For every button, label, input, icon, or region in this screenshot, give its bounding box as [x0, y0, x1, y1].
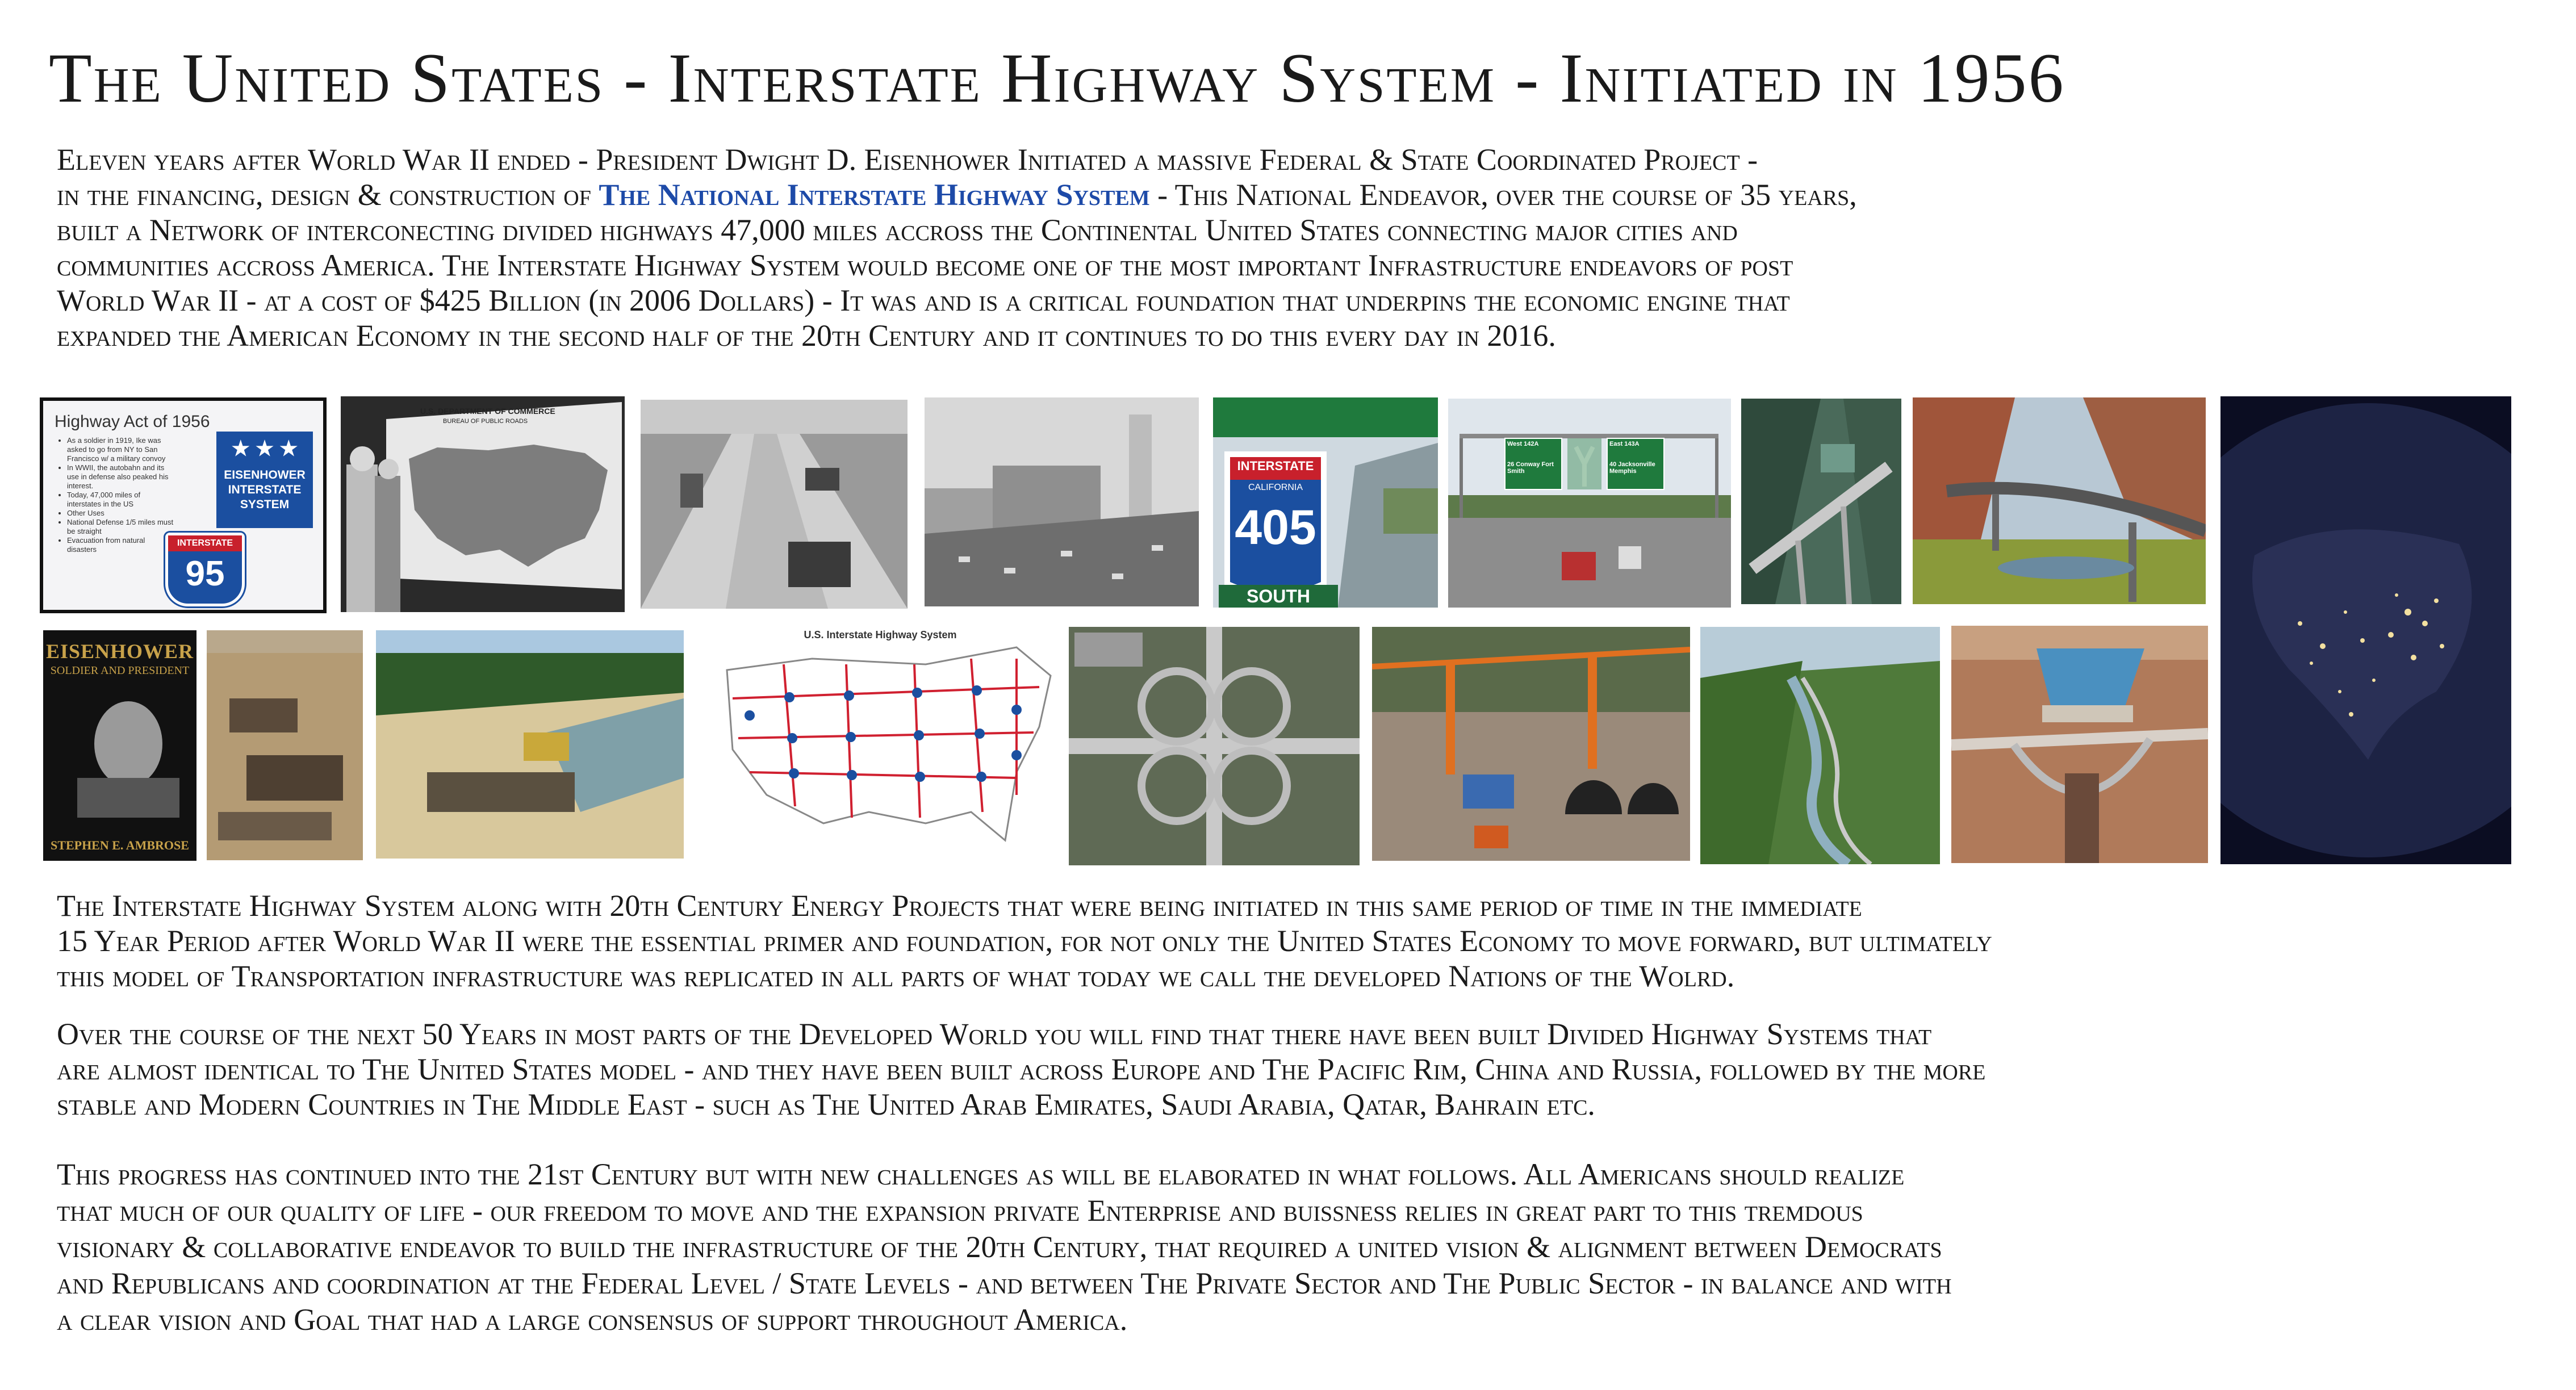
- paragraph-line: and Republicans and coordination at the Federal Level / State Levels - and between The Private Sector and The Public Sector - in balance and with: [57, 1266, 1952, 1300]
- energy-paragraph: [57, 888, 1992, 994]
- intro-line: World War II - at a cost of $425 Billion (in 2006 Dollars) - It was and is a critical foundation that underpins the economic engine that: [57, 283, 1790, 317]
- intro-paragraph: [57, 142, 1857, 353]
- developed-world-paragraph: [57, 1016, 1985, 1122]
- sign-left-exit: West 142A: [1507, 441, 1539, 447]
- i405-state: CALIFORNIA: [1248, 483, 1303, 492]
- book-author: STEPHEN E. AMBROSE: [51, 838, 189, 852]
- book-subtitle: SOLDIER AND PRESIDENT: [50, 664, 190, 677]
- act-bullet: • Today, 47,000 miles of interstates in the US: [67, 491, 175, 509]
- interstate-map: [699, 625, 1062, 863]
- commerce-map-photo: [341, 396, 625, 612]
- los-angeles-freeway-photo: [925, 397, 1199, 606]
- mountain-bridge-construction-photo: [1741, 399, 1901, 604]
- i405-label: INTERSTATE: [1237, 459, 1314, 473]
- intro-line: expanded the American Economy in the second half of the 20th Century and it continues to do this every day in 2016.: [57, 319, 1556, 353]
- canal-construction-photo: [376, 630, 684, 859]
- mountain-valley-highway-photo: [1700, 627, 1940, 864]
- act-bullet: • Other Uses: [67, 509, 175, 518]
- paragraph-line: a clear vision and Goal that had a large consensus of support throughout America.: [57, 1303, 1128, 1337]
- shield-stars: ★ ★ ★: [231, 437, 298, 460]
- intro-line-post: - This National Endeavor, over the course of 35 years,: [1149, 178, 1857, 212]
- i95-label: INTERSTATE: [168, 535, 242, 551]
- sign-right-exit: East 143A: [1609, 441, 1640, 447]
- interstate-405-sign-photo: [1213, 397, 1438, 608]
- paragraph-line: 15 Year Period after World War II were the essential primer and foundation, for not only the United States Economy to move forward, but ultimately: [57, 924, 1992, 958]
- progress-paragraph: [57, 1156, 1952, 1338]
- act-bullet: • Evacuation from natural disasters: [67, 536, 175, 554]
- sign-left-routes: 26 Conway Fort Smith: [1507, 461, 1554, 475]
- intro-line: communities accross America. The Interstate Highway System would become one of the most important Infrastructure endeavors of post: [57, 248, 1793, 282]
- paragraph-line: This progress has continued into the 21st Century but with new challenges as will be elaborated in what follows. All Americans should realize: [57, 1157, 1905, 1191]
- i405-number: 405: [1235, 500, 1316, 555]
- paragraph-line: The Interstate Highway System along with 20th Century Energy Projects that were being initiated in this same period of time in the immediate: [57, 889, 1862, 923]
- eisenhower-book-cover: [43, 630, 196, 861]
- cloverleaf-interchange-photo: [1069, 627, 1360, 865]
- paragraph-line: visionary & collaborative endeavor to build the infrastructure of the 20th Century, that required a united vision & alignment between Democrats: [57, 1230, 1942, 1264]
- intro-line: Eleven years after World War II ended - President Dwight D. Eisenhower Initiated a massive Federal & State Coordinated Project -: [57, 143, 1758, 177]
- intro-line: built a Network of interconecting divided highways 47,000 miles accross the Continental United States connecting major cities and: [57, 213, 1738, 247]
- i405-direction: SOUTH: [1247, 586, 1310, 606]
- interstate-95-shield-icon: [165, 533, 245, 606]
- act-bullets: [55, 436, 175, 554]
- book-title: EISENHOWER: [45, 640, 194, 663]
- overhead-signs-highway-photo: [1448, 399, 1731, 608]
- paragraph-line: stable and Modern Countries in The Middle East - such as The United Arab Emirates, Saudi Arabia, Qatar, Bahrain etc.: [57, 1087, 1595, 1121]
- paragraph-line: Over the course of the next 50 Years in most parts of the Developed World you will find that there have been built Divided Highway Systems that: [57, 1017, 1932, 1051]
- act-bullet: • As a soldier in 1919, Ike was asked to go from NY to San Francisco w/ a military convoy: [67, 436, 175, 463]
- highway-act-slide: [40, 397, 327, 613]
- road-construction-bw-photo: [641, 400, 908, 609]
- interstate-system-highlight: The National Interstate Highway System: [599, 178, 1150, 212]
- paragraph-line: that much of our quality of life - our freedom to move and the expansion private Enterprise and buissness relies in great part to this tremdous: [57, 1194, 1863, 1228]
- intro-line: [57, 177, 1857, 212]
- eisenhower-shield-icon: [216, 432, 313, 528]
- shield-text: EISENHOWER INTERSTATE SYSTEM: [224, 468, 306, 511]
- earth-night-lights-photo: [2220, 396, 2511, 864]
- act-bullet: • In WWII, the autobahn and its use in defense also peaked his interest.: [67, 463, 175, 491]
- i95-number: 95: [185, 554, 225, 593]
- act-title: Highway Act of 1956: [55, 412, 210, 431]
- intro-line-pre: in the financing, design & construction of: [57, 178, 599, 212]
- act-bullet: • National Defense 1/5 miles must be straight: [67, 518, 175, 536]
- page-title: The United States - Interstate Highway System - Initiated in 1956: [49, 39, 2065, 117]
- canyon-viaduct-photo: [1913, 397, 2206, 604]
- bridge-tunnel-construction-photo: [1372, 627, 1690, 861]
- commerce-sign: U.S. DEPARTMENT OF COMMERCE: [420, 407, 555, 416]
- commerce-sub: BUREAU OF PUBLIC ROADS: [443, 418, 528, 425]
- paragraph-line: this model of Transportation infrastructure was replicated in all parts of what today we call the developed Nations of the Wolrd.: [57, 959, 1735, 993]
- paragraph-line: are almost identical to The United States model - and they have been built across Europe and The Pacific Rim, China and Russia, followed by the more: [57, 1052, 1986, 1086]
- hoover-dam-bypass-bridge-photo: [1951, 626, 2208, 863]
- sign-right-routes: 40 Jacksonville Memphis: [1609, 461, 1655, 475]
- map-title: U.S. Interstate Highway System: [804, 629, 957, 640]
- paving-machines-photo: [207, 630, 363, 860]
